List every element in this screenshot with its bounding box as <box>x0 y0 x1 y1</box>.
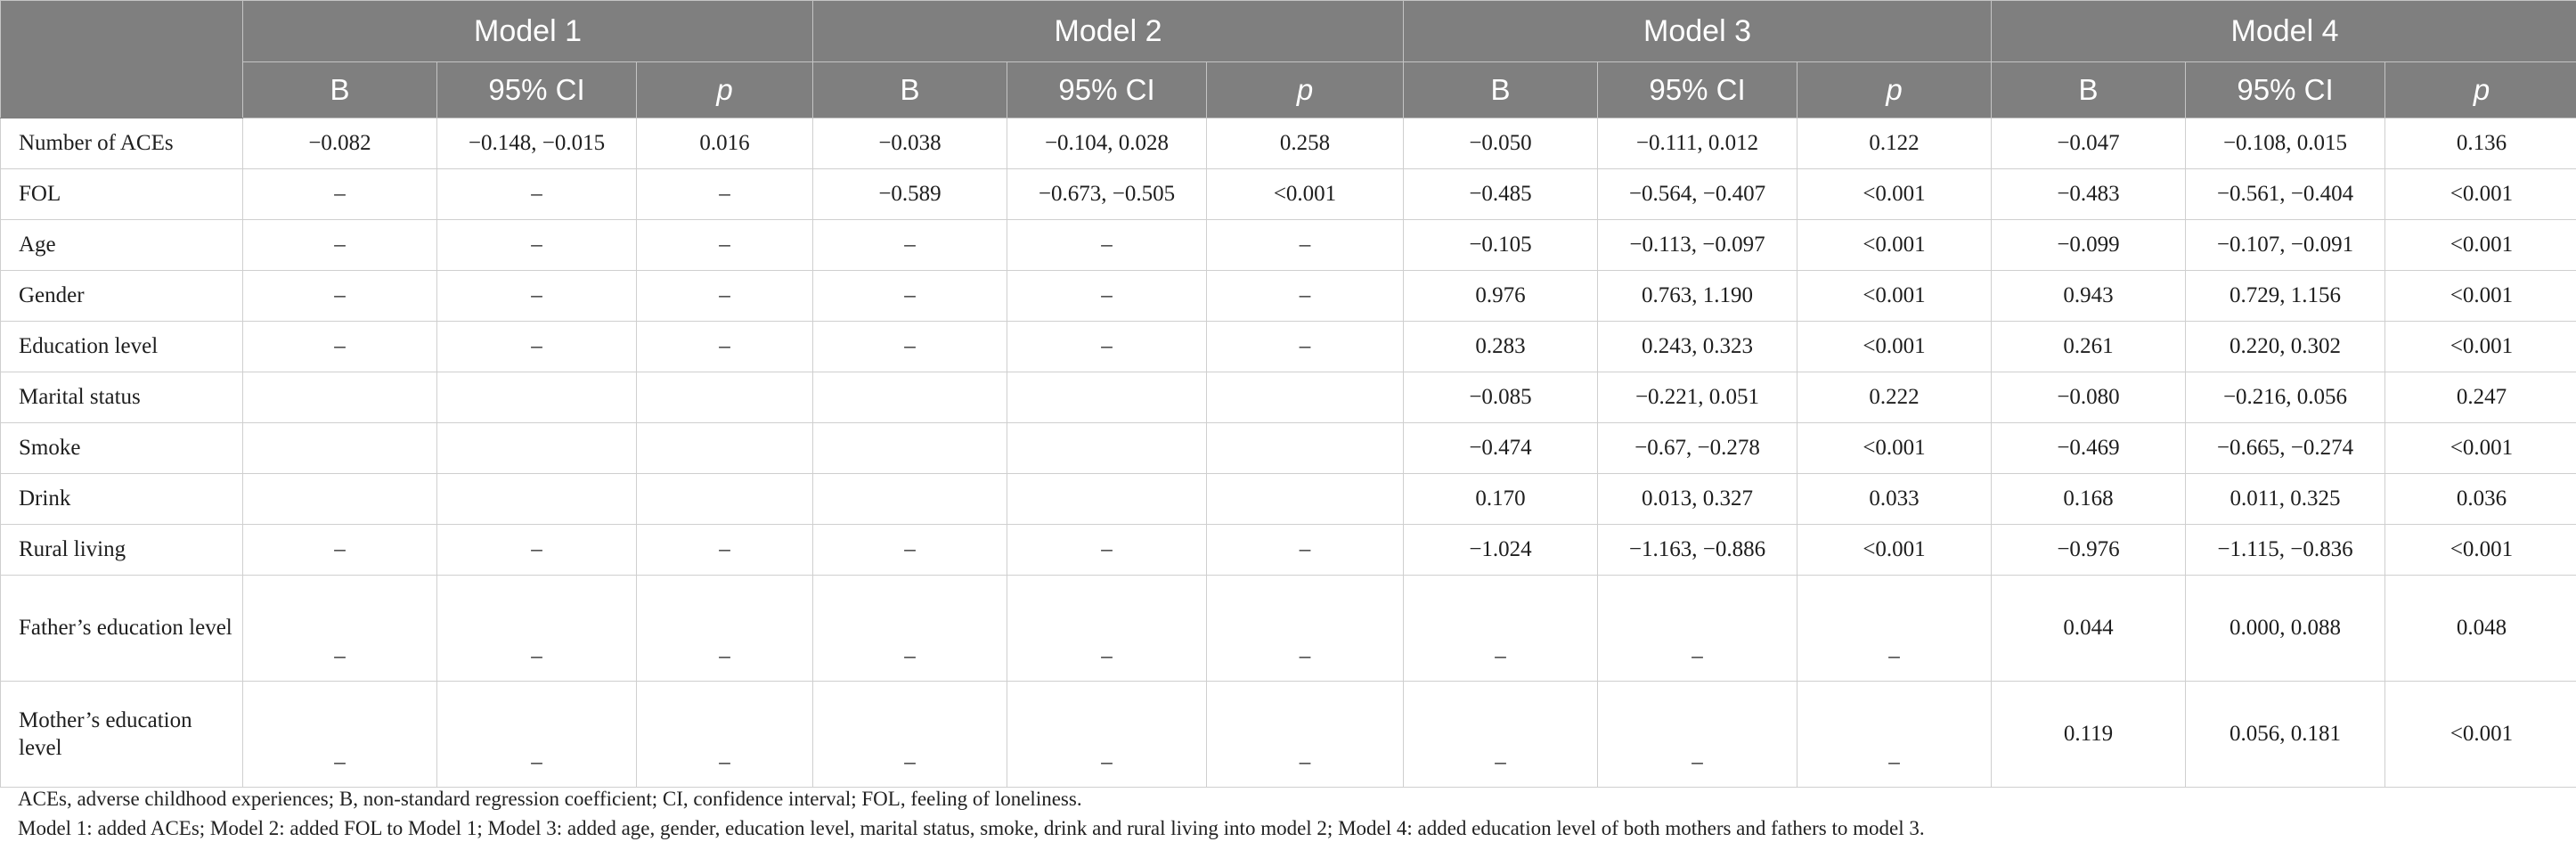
table-cell: −0.673, −0.505 <box>1007 169 1207 220</box>
table-cell: <0.001 <box>2385 220 2576 271</box>
subheader-row <box>1 62 2576 119</box>
table-cell: – <box>437 525 637 576</box>
table-cell: – <box>1207 220 1404 271</box>
table-cell: – <box>1207 576 1404 682</box>
table-cell: −0.221, 0.051 <box>1598 372 1797 423</box>
table-cell: 0.033 <box>1797 474 1992 525</box>
model-3-header: Model 3 <box>1404 1 1992 62</box>
ci-header: 95% CI <box>2186 62 2385 119</box>
table-cell <box>637 423 813 474</box>
table-cell: 0.976 <box>1404 271 1598 322</box>
table-cell: – <box>637 220 813 271</box>
model-1-header: Model 1 <box>243 1 813 62</box>
p-header: p <box>637 62 813 119</box>
table-cell: <0.001 <box>2385 682 2576 788</box>
table-row <box>1 372 2576 423</box>
table-cell <box>637 474 813 525</box>
header-corner-cell <box>1 1 243 119</box>
table-cell: −0.483 <box>1992 169 2186 220</box>
table-cell: – <box>1207 682 1404 788</box>
table-cell: <0.001 <box>2385 169 2576 220</box>
table-row <box>1 169 2576 220</box>
model-4-header: Model 4 <box>1992 1 2576 62</box>
table-cell <box>1007 372 1207 423</box>
table-cell: – <box>1598 682 1797 788</box>
table-cell <box>437 423 637 474</box>
model-header-row <box>1 1 2576 62</box>
row-label: Marital status <box>1 372 243 423</box>
table-cell: 0.036 <box>2385 474 2576 525</box>
table-cell: – <box>1007 576 1207 682</box>
table-cell: 0.168 <box>1992 474 2186 525</box>
table-cell <box>813 423 1007 474</box>
table-cell: 0.011, 0.325 <box>2186 474 2385 525</box>
row-label: Age <box>1 220 243 271</box>
row-label: Drink <box>1 474 243 525</box>
table-cell: −0.976 <box>1992 525 2186 576</box>
table-cell: −0.67, −0.278 <box>1598 423 1797 474</box>
table-cell: – <box>1207 525 1404 576</box>
table-cell: 0.016 <box>637 119 813 169</box>
table-cell: – <box>243 576 437 682</box>
table-cell: −0.104, 0.028 <box>1007 119 1207 169</box>
table-cell: – <box>813 682 1007 788</box>
table-cell: – <box>637 322 813 372</box>
table-cell: – <box>1404 682 1598 788</box>
table-cell: −0.474 <box>1404 423 1598 474</box>
table-cell: – <box>1207 322 1404 372</box>
table-cell: −0.665, −0.274 <box>2186 423 2385 474</box>
table-cell: 0.763, 1.190 <box>1598 271 1797 322</box>
table-cell: −0.050 <box>1404 119 1598 169</box>
table-header <box>1 1 2576 119</box>
table-cell: −0.038 <box>813 119 1007 169</box>
table-cell <box>437 372 637 423</box>
table-cell: <0.001 <box>1797 423 1992 474</box>
table-footnotes <box>18 784 1925 843</box>
table-cell <box>1207 372 1404 423</box>
row-label: FOL <box>1 169 243 220</box>
table-cell: – <box>813 271 1007 322</box>
row-label: Education level <box>1 322 243 372</box>
table-cell: – <box>243 682 437 788</box>
table-cell <box>1207 474 1404 525</box>
table-cell: 0.258 <box>1207 119 1404 169</box>
table-cell: <0.001 <box>2385 525 2576 576</box>
table-cell: 0.056, 0.181 <box>2186 682 2385 788</box>
table-row <box>1 271 2576 322</box>
table-cell: 0.247 <box>2385 372 2576 423</box>
table-cell: <0.001 <box>2385 322 2576 372</box>
table-cell <box>813 474 1007 525</box>
table-cell: – <box>437 169 637 220</box>
table-cell: 0.283 <box>1404 322 1598 372</box>
p-header: p <box>1207 62 1404 119</box>
models-note: Model 1: added ACEs; Model 2: added FOL to Model 1; Model 3: added age, gender, education level, marital status, smoke, drink and rural living into model 2; Model 4: added education level of both mothers and fathers to model 3. <box>18 817 1925 839</box>
table-cell: – <box>813 322 1007 372</box>
table-cell: – <box>637 682 813 788</box>
b-header: B <box>813 62 1007 119</box>
b-header: B <box>243 62 437 119</box>
table-cell <box>813 372 1007 423</box>
table-body <box>1 119 2576 788</box>
table-cell: – <box>437 271 637 322</box>
table-cell: −0.085 <box>1404 372 1598 423</box>
table-cell: −0.148, −0.015 <box>437 119 637 169</box>
table-cell: 0.119 <box>1992 682 2186 788</box>
table-cell <box>1007 423 1207 474</box>
table-cell: – <box>637 271 813 322</box>
table-row <box>1 119 2576 169</box>
table-cell: −0.589 <box>813 169 1007 220</box>
table-cell: – <box>243 322 437 372</box>
table-cell <box>1007 474 1207 525</box>
p-header: p <box>1797 62 1992 119</box>
b-header: B <box>1992 62 2186 119</box>
table-cell: <0.001 <box>1797 525 1992 576</box>
table-cell: <0.001 <box>1797 220 1992 271</box>
table-row <box>1 682 2576 788</box>
table-cell: −0.107, −0.091 <box>2186 220 2385 271</box>
table-cell: – <box>637 525 813 576</box>
table-row <box>1 576 2576 682</box>
table-cell: −1.024 <box>1404 525 1598 576</box>
row-label: Father’s education level <box>1 576 243 682</box>
table-cell: – <box>243 169 437 220</box>
row-label: Rural living <box>1 525 243 576</box>
ci-header: 95% CI <box>437 62 637 119</box>
table-cell: – <box>1007 682 1207 788</box>
table-row <box>1 423 2576 474</box>
table-cell: – <box>637 576 813 682</box>
table-cell: <0.001 <box>1797 322 1992 372</box>
row-label: Gender <box>1 271 243 322</box>
table-cell: 0.243, 0.323 <box>1598 322 1797 372</box>
table-row <box>1 525 2576 576</box>
table-cell: – <box>1007 220 1207 271</box>
table-cell: – <box>813 576 1007 682</box>
ci-header: 95% CI <box>1598 62 1797 119</box>
table-cell <box>1207 423 1404 474</box>
table-cell: 0.000, 0.088 <box>2186 576 2385 682</box>
table-cell: – <box>637 169 813 220</box>
table-cell: −0.564, −0.407 <box>1598 169 1797 220</box>
table-cell: <0.001 <box>1797 271 1992 322</box>
table-cell: 0.013, 0.327 <box>1598 474 1797 525</box>
table-cell: – <box>437 682 637 788</box>
abbreviations-note: ACEs, adverse childhood experiences; B, non-standard regression coefficient; CI, confidence interval; FOL, feeling of loneliness. <box>18 788 1082 810</box>
table-cell: – <box>437 220 637 271</box>
table-cell: −0.080 <box>1992 372 2186 423</box>
table-cell: 0.943 <box>1992 271 2186 322</box>
row-label: Mother’s education level <box>1 682 243 788</box>
table-cell: <0.001 <box>2385 271 2576 322</box>
table-row <box>1 220 2576 271</box>
table-cell: 0.222 <box>1797 372 1992 423</box>
table-cell: −0.111, 0.012 <box>1598 119 1797 169</box>
table-cell: – <box>437 576 637 682</box>
table-cell: 0.261 <box>1992 322 2186 372</box>
table-cell: −0.469 <box>1992 423 2186 474</box>
table-cell: – <box>813 525 1007 576</box>
row-label: Smoke <box>1 423 243 474</box>
table-cell <box>437 474 637 525</box>
table-cell: −0.047 <box>1992 119 2186 169</box>
table-cell: <0.001 <box>2385 423 2576 474</box>
table-cell: −0.105 <box>1404 220 1598 271</box>
table-cell <box>243 474 437 525</box>
table-cell: – <box>243 220 437 271</box>
table-cell: −0.485 <box>1404 169 1598 220</box>
table-cell: – <box>1007 271 1207 322</box>
table-row <box>1 474 2576 525</box>
table-cell: 0.122 <box>1797 119 1992 169</box>
table-cell: – <box>1404 576 1598 682</box>
table-cell: 0.729, 1.156 <box>2186 271 2385 322</box>
table-cell <box>243 423 437 474</box>
table-cell: <0.001 <box>1207 169 1404 220</box>
table-cell: <0.001 <box>1797 169 1992 220</box>
ci-header: 95% CI <box>1007 62 1207 119</box>
table-cell: 0.170 <box>1404 474 1598 525</box>
table-cell: – <box>1797 682 1992 788</box>
table-cell: −1.163, −0.886 <box>1598 525 1797 576</box>
table-cell: −1.115, −0.836 <box>2186 525 2385 576</box>
table-cell: 0.220, 0.302 <box>2186 322 2385 372</box>
table-cell: – <box>1797 576 1992 682</box>
table-cell <box>243 372 437 423</box>
p-header: p <box>2385 62 2576 119</box>
table-cell: – <box>437 322 637 372</box>
row-label: Number of ACEs <box>1 119 243 169</box>
model-2-header: Model 2 <box>813 1 1404 62</box>
table-cell: – <box>243 271 437 322</box>
table-cell: – <box>1007 322 1207 372</box>
table-cell: −0.082 <box>243 119 437 169</box>
table-cell: 0.136 <box>2385 119 2576 169</box>
table-cell: 0.044 <box>1992 576 2186 682</box>
table-cell: – <box>243 525 437 576</box>
table-cell <box>637 372 813 423</box>
table-cell: −0.561, −0.404 <box>2186 169 2385 220</box>
table-cell: −0.099 <box>1992 220 2186 271</box>
table-cell: – <box>813 220 1007 271</box>
b-header: B <box>1404 62 1598 119</box>
table-cell: 0.048 <box>2385 576 2576 682</box>
table-cell: – <box>1007 525 1207 576</box>
table-cell: −0.216, 0.056 <box>2186 372 2385 423</box>
table-cell: −0.108, 0.015 <box>2186 119 2385 169</box>
table-cell: – <box>1598 576 1797 682</box>
table-row <box>1 322 2576 372</box>
table-cell: – <box>1207 271 1404 322</box>
table-cell: −0.113, −0.097 <box>1598 220 1797 271</box>
